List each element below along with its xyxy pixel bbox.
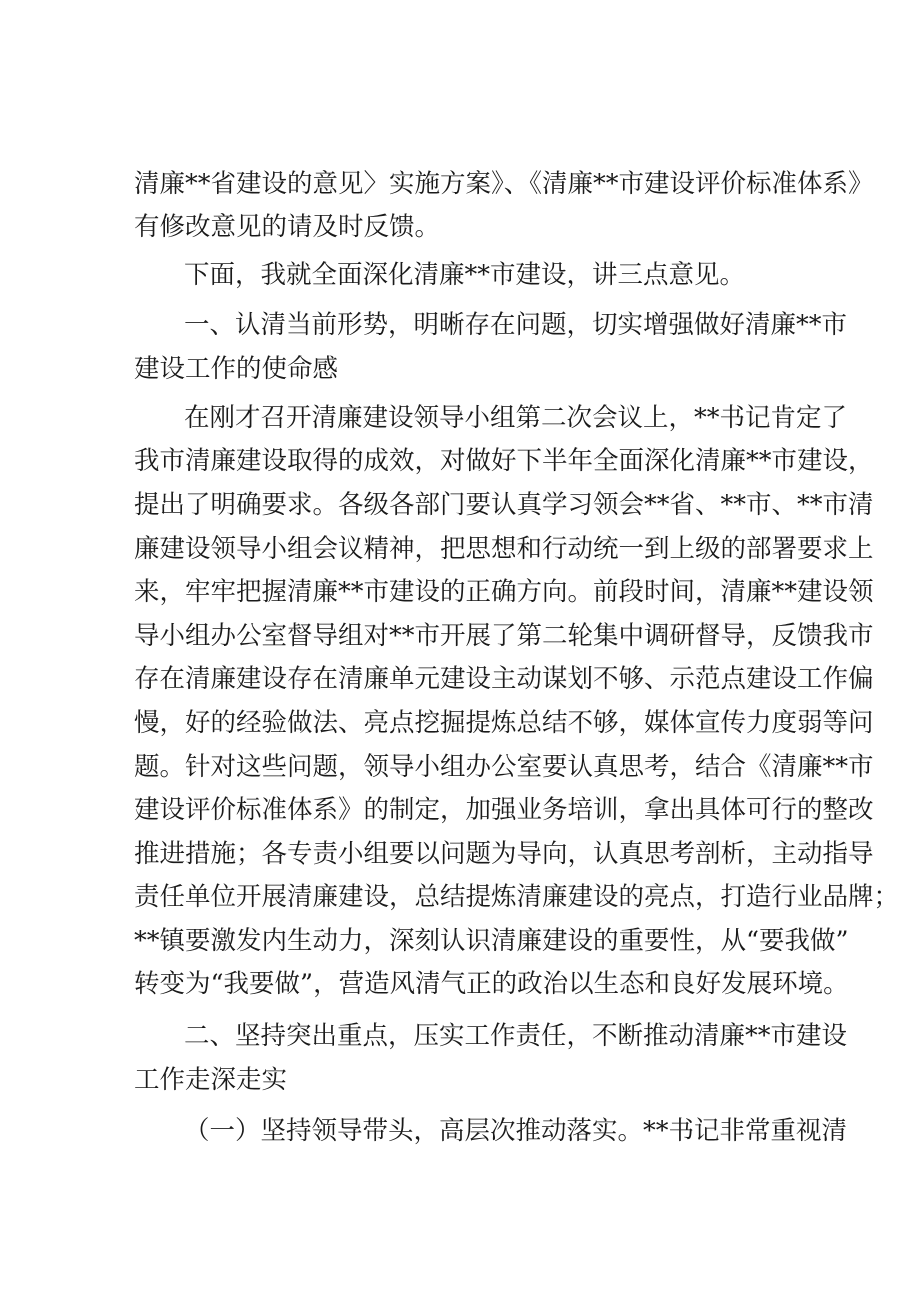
paragraph-line: 来，牢牢把握清廉**市建设的正确方向。前段时间，清廉**建设领 bbox=[134, 577, 874, 607]
paragraph-line: 提出了明确要求。各级各部门要认真学习领会**省、**市、**市清 bbox=[134, 490, 874, 520]
paragraph-line: 我市清廉建设取得的成效，对做好下半年全面深化清廉**市建设， bbox=[134, 446, 874, 476]
paragraph-line: 导小组办公室督导组对**市开展了第二轮集中调研督导，反馈我市 bbox=[134, 621, 874, 651]
paragraph-line: 慢，好的经验做法、亮点挖掘提炼总结不够，媒体宣传力度弱等问 bbox=[134, 708, 874, 738]
text-line: 清廉**省建设的意见〉实施方案》、《清廉**市建设评价标准体系》 bbox=[134, 169, 874, 199]
paragraph-line: 转变为“我要做”，营造风清气正的政治以生态和良好发展环境。 bbox=[134, 969, 849, 999]
section-heading-1: 一、认清当前形势，明晰存在问题，切实增强做好清廉**市 bbox=[184, 310, 848, 340]
paragraph-line: 廉建设领导小组会议精神，把思想和行动统一到上级的部署要求上 bbox=[134, 534, 874, 564]
paragraph-line: 责任单位开展清廉建设，总结提炼清廉建设的亮点，打造行业品牌； bbox=[134, 882, 900, 912]
paragraph-line: 推进措施；各专责小组要以问题为导向，认真思考剖析，主动指导 bbox=[134, 839, 874, 869]
paragraph-line: 建设评价标准体系》的制定，加强业务培训，拿出具体可行的整改 bbox=[134, 795, 874, 825]
paragraph-line: **镇要激发内生动力，深刻认识清廉建设的重要性，从“要我做” bbox=[134, 926, 849, 956]
section-heading-2-cont: 工作走深走实 bbox=[134, 1065, 288, 1095]
paragraph-intro: 下面，我就全面深化清廉**市建设，讲三点意见。 bbox=[184, 260, 746, 290]
subsection-heading-1: （一）坚持领导带头，高层次推动落实。**书记非常重视清 bbox=[184, 1116, 848, 1146]
paragraph-line: 在刚才召开清廉建设领导小组第二次会议上，**书记肯定了 bbox=[184, 403, 848, 433]
text-line: 有修改意见的请及时反馈。 bbox=[134, 212, 441, 242]
paragraph-line: 题。针对这些问题，领导小组办公室要认真思考，结合《清廉**市 bbox=[134, 752, 874, 782]
section-heading-2: 二、坚持突出重点，压实工作责任，不断推动清廉**市建设 bbox=[184, 1021, 848, 1051]
section-heading-1-cont: 建设工作的使命感 bbox=[134, 354, 339, 384]
paragraph-line: 存在清廉建设存在清廉单元建设主动谋划不够、示范点建设工作偏 bbox=[134, 664, 874, 694]
